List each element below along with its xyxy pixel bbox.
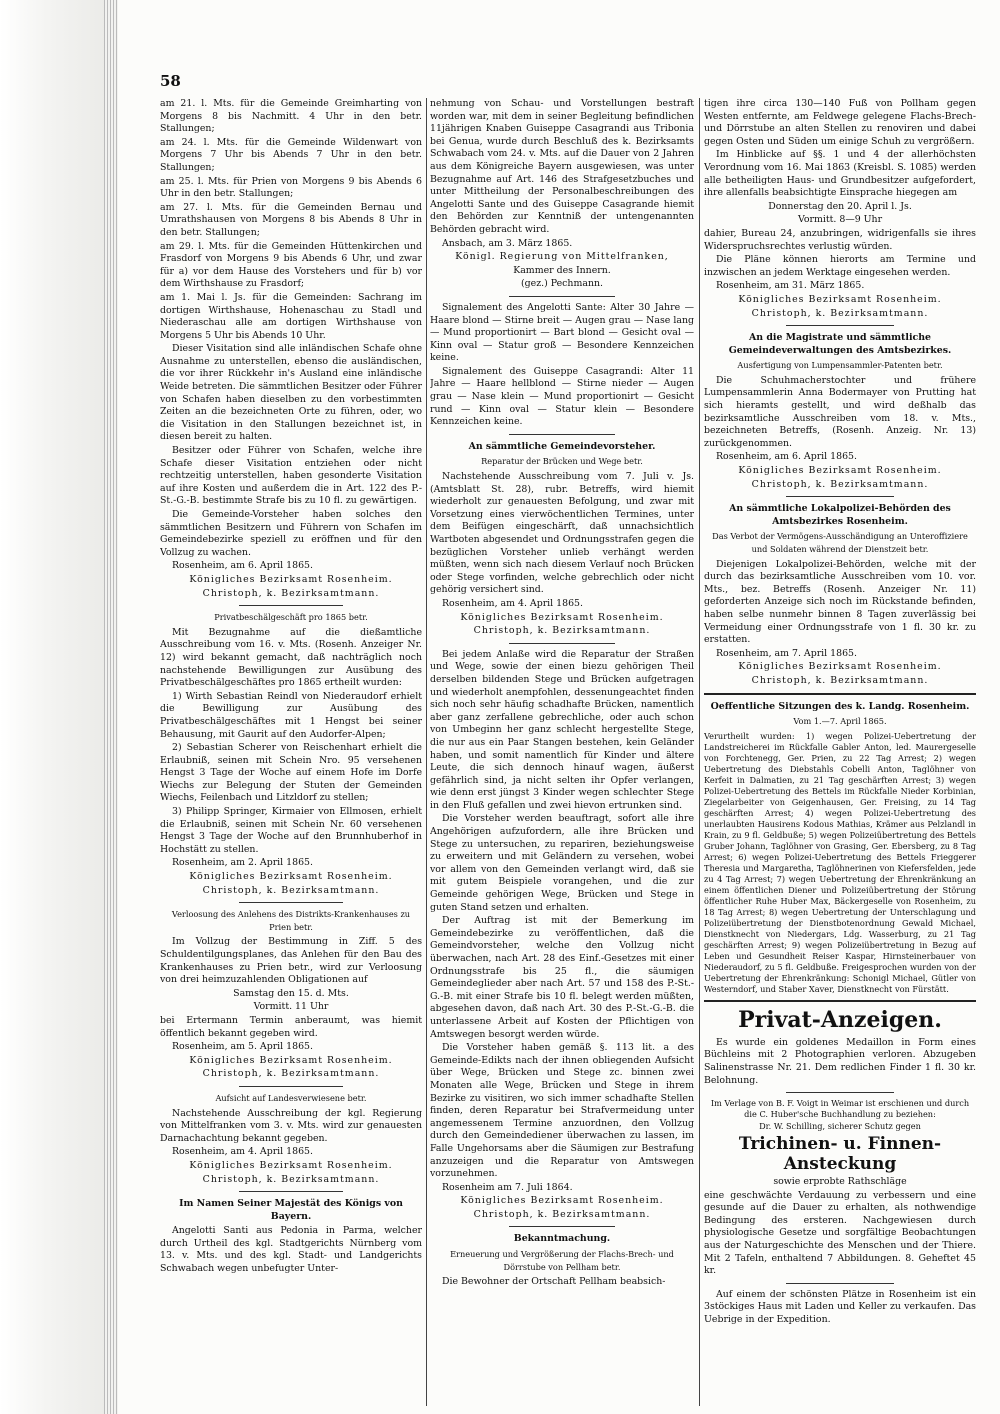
date-line: Rosenheim, am 31. März 1865. [716,280,865,292]
signature: Christoph, k. Bezirksamtmann. [202,1068,380,1080]
section-heading: Bekanntmachung. [513,1233,611,1245]
column-rule [699,98,700,1406]
paragraph: Die Vorsteher werden beauftragt, sofort alle ihre Angehörigen aufzufordern, alle ihre Brücken und Stege zu untersuchen, zu repariren, beziehungsweise zu erweitern und mit Geländern zu versehen, wobei vor allem von den Gemeinden verlangt wird, daß sie mit gutem Beispiele vorangehen, und die zur Gemeinde gehörigen Wege, Brücken und Stege in guten Stand setzen und erhalten. [430,813,694,913]
advertisement: Es wurde ein goldenes Medaillon in Form eines Büchleins mit 2 Photographien verloren. Abzugeben Salinenstrasse Nr. 21. Dem redlichen Finder 1 fl. 30 kr. Belohnung. [704,1036,976,1086]
date-line: Ansbach, am 3. März 1865. [442,237,573,249]
section-heading: Verloosung des Anlehens des Distrikts-Krankenhauses zu Prien betr. [171,909,411,932]
signature: Christoph, k. Bezirksamtmann. [473,625,651,637]
paragraph: am 24. l. Mts. für die Gemeinde Wildenwart von Morgens 7 Uhr bis Abends 7 Uhr in den betr. Stallungen; [160,136,422,173]
office-name: Königliches Bezirksamt Rosenheim. [189,871,393,883]
paragraph: Der Auftrag ist mit der Bemerkung im Gemeindebezirke zu veröffentlichen, daß die Gemeindvorsteher, welche den Vollzug nicht überwachen, nach Art. 28 des Einf.-Gesetzes mit einer Ordnungsstrafe bis 25 fl., die säumigen Gemeindeglieder aber nach Art. 57 und 158 des P.-St.-G.-B. mit einer Strafe bis 10 fl. belegt werden müßten, abgesehen davon, daß nach Art. 30 des P.-St.-G.-B. die unterlassene Arbeit auf Kosten der Pflichtigen von Amtswegen besorgt werden würde. [430,915,694,1040]
separator [509,643,615,644]
ad-subtitle: sowie erprobte Rathschläge [773,1176,907,1188]
paragraph: Nachstehende Ausschreibung der kgl. Regierung von Mittelfranken vom 3. v. Mts. wird zur genauesten Darnachachtung bekannt gegeben. [160,1107,422,1144]
page-number: 58 [160,72,181,90]
paragraph: Die Gemeinde-Vorsteher haben solches den sämmtlichen Besitzern und Führern von Schafen im Gemeindebezirke speziell zu eröffnen und für den Vollzug zu wachen. [160,509,422,558]
office-name: Kammer des Innern. [513,264,611,276]
advertisement: Auf einem der schönsten Plätze in Rosenheim ist ein 3stöckiges Haus mit Laden und Keller zu verkaufen. Das Uebrige in der Expedition. [704,1288,976,1326]
office-name: Königliches Bezirksamt Rosenheim. [738,661,942,673]
office-name: Königliches Bezirksamt Rosenheim. [189,573,393,585]
office-name: Königliches Bezirksamt Rosenheim. [460,611,664,623]
court-report: Verurtheilt wurden: 1) wegen Polizei-Uebertretung der Landstreicherei im Rückfalle Gabler Anton, led. Maurergeselle von Forchtenegg, Ger. Prien, zu 22 Tag Arrest; 2) wegen Uebertretung des Diebstahls Cobelli Anton, Taglöhner von Kerfeit in Dalmatien, zu 21 Tag geschärften Arrest; 3) wegen Polizei-Uebertretung des Bettels im Rückfalle Nieder Korbinian, Ziegelarbeiter von Geigenhausen, Ger. Freising, zu 14 Tag geschärften Arrest; 4) wegen Polizei-Uebertretung des unerlaubten Hausirens Kodous Mathias, Krämer aus Pelzlandl in Krain, zu 9 fl. Geldbuße; 5) wegen Polizeiübertretung des Bettels Gruber Johann, Taglöhner von Grasing, Ger. Ebersberg, zu 8 Tag Arrest; 6) wegen Polizei-Uebertretung des Bettels Frieggerer Theresia und Margaretha, Taglöhnerinen von Kiefersfelden, jede zu 4 Tag Arrest; 7) wegen Uebertretung der Ehrenkränkung an einem öffentlichen Diener und Polizeiübertretung der Störung öffentlicher Ruhe Huber Max, Bäckergeselle von Rosenheim, zu 18 Tag Arrest; 8) wegen Uebertretung der Unterschlagung und Polizeiübertretung der Dienstbotenordnung Gewald Michael, Dienstknecht von Niedergars, Ldg. Wasserburg, zu 21 Tag geschärften Arrest; 9) wegen Polizeiübertretung in Bezug auf Leben und Gesundheit Reiser Kaspar, Hirnsteinerbauer von Niederaudorf, zu 5 fl. Geldbuße. Freigesprochen wurden von der Uebertretung der Ehrenkränkung: Schonigl Michael, Gütler von Westerndorf, und Staber Xaver, Dienstknecht von Fürstätt. [704,730,976,994]
paragraph: am 21. l. Mts. für die Gemeinde Greimharting von Morgens 8 bis Nachmitt. 4 Uhr in den betr. Stallungen; [160,98,422,135]
advertisement: Im Verlage von B. F. Voigt in Weimar ist erschienen und durch die C. Huber'sche Buchhandlung zu beziehen: [710,1098,970,1120]
paragraph: Besitzer oder Führer von Schafen, welche ihre Schafe dieser Visitation entziehen oder nicht rechtzeitig unterstellen, haben gesonderte Visitation auf ihre Kosten und außerdem die in Art. 122 des P.-St.-G.-B. bestimmte Strafe bis zu 10 fl. zu gewärtigen. [160,445,422,507]
ad-book-title: Trichinen- u. Finnen-Ansteckung [738,1134,942,1175]
separator [509,1226,615,1227]
signature: Christoph, k. Bezirksamtmann. [202,587,380,599]
separator [239,1086,344,1087]
paragraph: 1) Wirth Sebastian Reindl von Niederaudorf erhielt die Bewilligung zur Ausübung des Privatbeschälgeschäftes mit 1 Hengst bei seiner Behausung, mit Gaurit auf den Audorfer-Alpen; [160,690,422,740]
office-name: Königliches Bezirksamt Rosenheim. [460,1195,664,1207]
date-line: Rosenheim, am 7. April 1865. [716,647,857,659]
separator [786,496,895,497]
paragraph: am 1. Mai l. Js. für die Gemeinden: Sachrang im dortigen Wirthshause, Hohenaschau zu Stadl und Niederaschau alle am dortigen Wirthshause von Morgens 5 Uhr bis Abends 10 Uhr. [160,291,422,341]
section-heading: Oeffentliche Sitzungen des k. Landg. Rosenheim. [710,700,970,712]
section-heading: An sämmtliche Gemeindevorsteher. [468,440,656,452]
time-line: Vormitt. 11 Uhr [253,1001,329,1013]
date-line: Rosenheim, am 4. April 1865. [172,1146,313,1158]
section-heading: Privatbeschälgeschäft pro 1865 betr. [214,612,368,623]
paragraph: Signalement des Angelotti Sante: Alter 30 Jahre — Haare blond — Stirne breit — Augen grau — Nase lang — Mund proportionirt — Bart blond — Gesicht oval — Kinn oval — Statur groß — Besondere Kennzeichen keine. [430,301,694,364]
paragraph: Mit Bezugnahme auf die dießamtliche Ausschreibung vom 16. v. Mts. (Rosenh. Anzeiger Nr. 12) wird bekannt gemacht, daß nachträglich noch nachstehende Bewilligungen zur Ausübung des Privatbeschälgeschäftes pro 1865 ertheilt wurden: [160,626,422,689]
signature: Christoph, k. Bezirksamtmann. [751,674,929,686]
date-line: Rosenheim, am 5. April 1865. [172,1041,313,1053]
date-line: Rosenheim, am 6. April 1865. [716,451,857,463]
ads-title: Privat-Anzeigen. [738,1006,942,1033]
paragraph: Die Vorsteher haben gemäß §. 113 lit. a des Gemeinde-Edikts nach der ihnen obliegenden Aufsicht über Wege, Brücken und Stege zc. binnen zwei Monaten alle Wege, Brücken und Stege in ihrem Bezirke zu visitiren, wo sich immer schadhafte Stellen finden, deren Reparatur bei Strafvermeidung unter angemessenem Termine anzuordnen, den Vollzug durch den Gemeindediener überwachen zu lassen, im Falle Ungehorsams aber die Säumigen zur Bestrafung anzuzeigen und die Reparatur von Amtswegen vorzunehmen. [430,1042,694,1180]
section-heading: An die Magistrate und sämmtliche Gemeindeverwaltungen des Amtsbezirkes. [728,332,952,356]
ad-subtitle: Dr. W. Schilling, sicherer Schutz gegen [759,1121,921,1132]
section-subheading: Vom 1.—7. April 1865. [793,716,887,727]
column-3 [704,98,976,1406]
column-1 [160,98,422,1406]
office-name: Königliches Bezirksamt Rosenheim. [189,1054,393,1066]
section-heading: Aufsicht auf Landesverwiesene betr. [215,1092,367,1103]
column-2 [430,98,694,1406]
signature: Christoph, k. Bezirksamtmann. [202,884,380,896]
office-name: Königliches Bezirksamt Rosenheim. [738,293,942,305]
separator [704,1000,976,1002]
section-heading: An sämmtliche Lokalpolizei-Behörden des Amtsbezirkes Rosenheim. [729,503,951,527]
separator [704,693,976,695]
signature: Christoph, k. Bezirksamtmann. [751,478,929,490]
paragraph: Im Vollzug der Bestimmung in Ziff. 5 des Schuldentilgungsplanes, das Anlehen für den Bau des Krankenhauses zu Prien betr., wird zur Verloosung von drei heimzuzahlenden Obligationen auf [160,936,422,986]
separator [239,902,344,903]
paragraph: am 25. l. Mts. für Prien von Morgens 9 bis Abends 6 Uhr in den betr. Stallungen; [160,175,422,200]
time-line: Vormitt. 8—9 Uhr [797,214,883,226]
section-subheading: Erneuerung und Vergrößerung der Flachs-Brech- und Dörrstube von Pellham betr. [450,1249,674,1272]
separator [239,605,344,606]
paragraph: Angelotti Santi aus Pedonia in Parma, welcher durch Urtheil des kgl. Stadtgerichts Nürnberg vom 13. v. Mts. und des kgl. Stadt- und Landgerichts Schwabach wegen unbefugter Unter- [160,1225,422,1275]
date-line: Rosenheim, am 6. April 1865. [172,560,313,572]
section-subheading: Reparatur der Brücken und Wege betr. [481,456,643,467]
section-heading: Im Namen Seiner Majestät des Königs von Bayern. [179,1198,403,1222]
paragraph: 2) Sebastian Scherer von Reischenhart erhielt die Erlaubniß, seinen mit Schein Nro. 95 versehenen Hengst 3 Tage der Woche auf einem Hofe im Dorfe Wiechs zur Belegung der Stuten der Gemeinden Wiechs, Feilenbach und Litzldorf zu stellen; [160,742,422,804]
separator [509,434,615,435]
paragraph: nehmung von Schau- und Vorstellungen bestraft worden war, mit dem in seiner Begleitung befindlichen 11jährigen Knaben Guiseppe Casagrandi aus Tribonia bei Genua, wurde durch Beschluß des k. Bezirksamts Schwabach vom 24. v. Mts. auf die Dauer von 2 Jahren aus dem Königreiche Bayern ausgewiesen, was unter Bezugnahme auf Art. 146 des Strafgesetzbuches und unter Mittheilung der Personalbeschreibungen des Angelotti Sante und des Guiseppe Casagrande hiemit den Behörden zur Kenntniß der untengenannten Behörden gebracht wird. [430,98,694,235]
section-subheading: Das Verbot der Vermögens-Ausschändigung an Unteroffiziere und Soldaten während der Dienstzeit betr. [712,531,968,554]
advertisement: eine geschwächte Verdauung zu verbessern und eine gesunde auf die Dauer zu erhalten, als nothwendige Bedingung des ersteren. Nachgewiesen durch physiologische Gesetze und sorgfältige Beobachtungen aus der Naturgeschichte des Menschen und der Thiere. Mit 2 Tafeln, enthaltend 7 Abbildungen. 8. Geheftet 45 kr. [704,1189,976,1277]
paragraph: Die Pläne können hierorts am Termine und inzwischen an jedem Werktage eingesehen werden. [704,254,976,278]
separator [239,1191,344,1192]
office-name: Königl. Regierung von Mittelfranken, [455,251,669,263]
paragraph: Die Schuhmacherstochter und frühere Lumpensammlerin Anna Bodermayer von Prutting hat sich hieramts gestellt, und wird deßhalb das bezirksamtliche Ausschreiben vom 18. v. Mts., bezeichneten Betreffs, (Rosenh. Anzeig. Nr. 13) zurückgenommen. [704,374,976,449]
date-line: Rosenheim, am 2. April 1865. [172,857,313,869]
date-line: Rosenheim am 7. Juli 1864. [442,1181,573,1193]
signature: Christoph, k. Bezirksamtmann. [202,1173,380,1185]
date-line: Samstag den 15. d. Mts. [233,987,349,999]
date-line: Rosenheim, am 4. April 1865. [442,597,583,609]
paragraph: dahier, Bureau 24, anzubringen, widrigenfalls sie ihres Widerspruchsrechtes verlustig würden. [704,227,976,252]
column-rule [426,98,427,1406]
paragraph: Diejenigen Lokalpolizei-Behörden, welche mit der durch das bezirksamtliche Ausschreiben vom 10. vor. Mts., bez. Betreffs (Rosenh. Anzeiger Nr. 11) geforderten Anzeige sich noch im Rückstande befinden, haben selbe nunmehr binnen 8 Tagen zuverlässig bei Vermeidung einer Ordnungsstrafe von 1 fl. 30 kr. zu erstatten. [704,558,976,646]
paragraph: Im Hinblicke auf §§. 1 und 4 der allerhöchsten Verordnung vom 16. Mai 1863 (Kreisbl. S. 1085) werden alle betheiligten Haus- und Grundbesitzer aufgefordert, ihre allenfalls beabsichtigte Einsprache hiegegen am [704,149,976,199]
date-line: Donnerstag den 20. April l. Js. [768,200,912,212]
paragraph: Bei jedem Anlaße wird die Reparatur der Straßen und Wege, sowie der einen biezu gehörigen Theil derselben bildenden Stege und Brücken aufgetragen und wiederholt anempfohlen, dessenungeachtet finden sich noch sehr häufig schadhafte Brücken, namentlich aber ganz zerfallene gebrechliche, oder auch schon von Umbeginn her ganz schlecht hergestellte Stege, die nur aus ein Paar Stangen bestehen, kein Geländer haben, und somit namentlich für Kinder und ältere Leute, die sich dennoch hinauf wagen, äußerst gefährlich sind, ja nicht selten ihr Opfer verlangen, wie denn erst jüngst 3 Kinder wegen schlechter Stege in den Fluß gefallen und zwei hievon ertrunken sind. [430,648,694,811]
separator [786,1092,895,1093]
signature: Christoph, k. Bezirksamtmann. [473,1208,651,1220]
office-name: Königliches Bezirksamt Rosenheim. [738,465,942,477]
section-subheading: Ausfertigung von Lumpensammler-Patenten betr. [737,360,943,371]
paragraph: Signalement des Guiseppe Casagrandi: Alter 11 Jahre — Haare hellblond — Stirne nieder — Augen grau — Nase klein — Mund proportionirt — Gesicht rund — Kinn oval — Statur klein — Besondere Kennzeichen keine. [430,365,694,428]
paragraph: Die Bewohner der Ortschaft Pellham beabsich- [442,1276,666,1288]
separator [786,325,895,326]
separator [509,296,615,297]
office-name: Königliches Bezirksamt Rosenheim. [189,1159,393,1171]
paragraph: Dieser Visitation sind alle inländischen Schafe ohne Ausnahme zu unterstellen, ebenso die ausländischen, die vor ihrer Rückkehr in's Ausland eine inländische Weide betreten. Die sämmtlichen Besitzer oder Führer von Schafen haben dieselben zu den vorbestimmten Zeiten an die bezeichneten Orte zu führen, oder, wo die Visitation in den Stallungen bezeichnet ist, in diesen bereit zu halten. [160,343,422,443]
paragraph: 3) Philipp Springer, Kirmaier von Ellmosen, erhielt die Erlaubniß, seinen mit Schein Nr. 60 versehenen Hengst 3 Tage der Woche auf den Brunnhuberhof in Hochstätt zu stellen. [160,806,422,855]
paragraph: bei Ertermann Termin anberaumt, was hiemit öffentlich bekannt gegeben wird. [160,1014,422,1039]
binding-stripe [104,0,118,1414]
separator [786,1283,895,1284]
signature: (gez.) Pechmann. [520,278,604,290]
signature: Christoph, k. Bezirksamtmann. [751,307,929,319]
paragraph: Nachstehende Ausschreibung vom 7. Juli v. Js. (Amtsblatt St. 28), rubr. Betreffs, wird hiemit wiederholt zur genauesten Befolgung, und zwar mit Vorsetzung eines vierwöchentlichen Termines, unter dem Beifügen eingeschärft, daß unnachsichtlich Wartboten abgesendet und Ordnungsstrafen gegen die bezüglichen Vorsteher unlieb verhängt werden müßten, wenn sich nach diesem Verlauf noch Brücken oder Stege vorfinden, welche gebrechlich oder nicht gehörig versichert sind. [430,471,694,596]
book-binding-edge [0,0,118,1414]
paragraph: am 29. l. Mts. für die Gemeinden Hüttenkirchen und Frasdorf von Morgens 9 bis Abends 6 Uhr, und zwar für a) vor dem Hause des Vorstehers und für b) vor dem Wirthshause zu Frasdorf; [160,240,422,290]
paragraph: am 27. l. Mts. für die Gemeinden Bernau und Umrathshausen von Morgens 8 bis Abends 8 Uhr in den betr. Stallungen; [160,201,422,238]
paragraph: tigen ihre circa 130—140 Fuß von Pollham gegen Westen entfernte, am Feldwege gelegene Flachs-Brech- und Dörrstube an alten Stellen zu renoviren und dabei gegen Osten und Süden um einige Schuh zu vergrößern. [704,98,976,147]
